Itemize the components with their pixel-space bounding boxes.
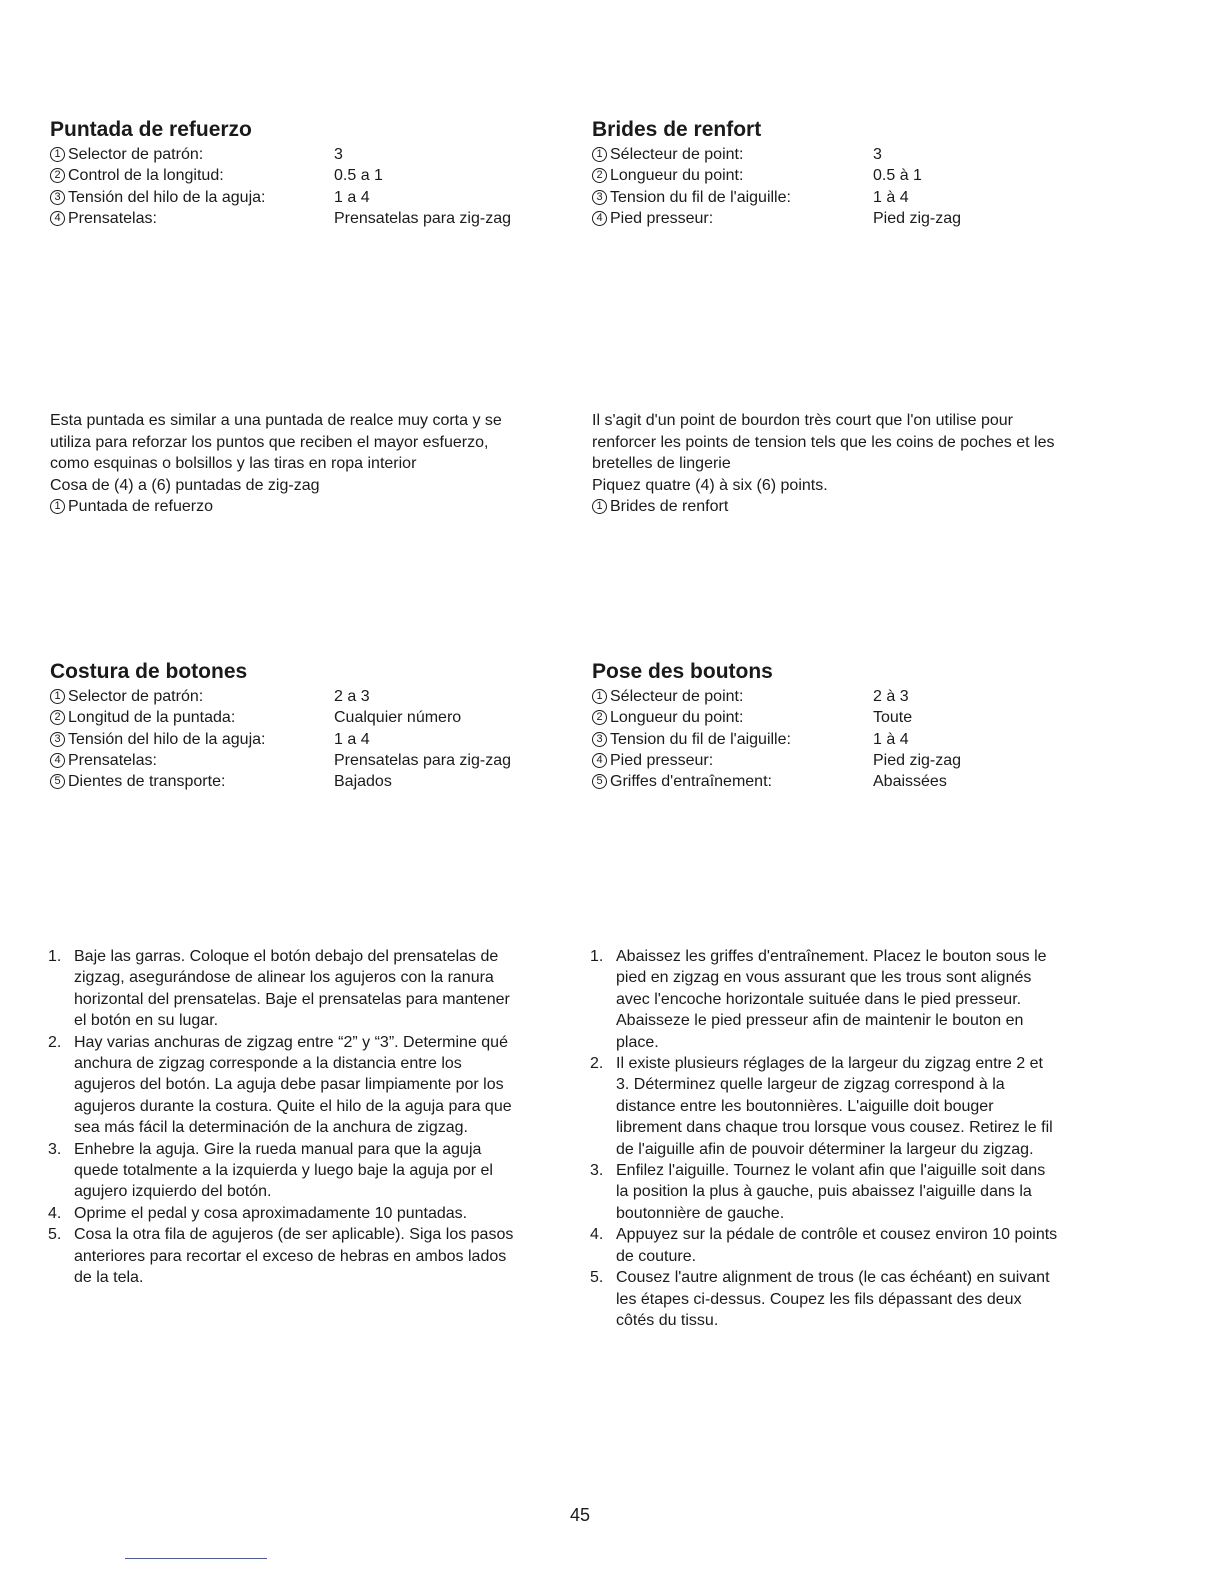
step-number: 3. [48, 1140, 62, 1158]
circled-number-icon: 1 [592, 499, 607, 514]
step-line: librement dans chaque trou lorsque vous cousez. Retirez le fil [616, 1119, 1053, 1137]
setting-label: Prensatelas: [68, 751, 157, 769]
setting-label: Longueur du point: [610, 167, 744, 185]
step-line: de l'aiguille afin de pouvoir déterminer la largeur du zigzag. [616, 1140, 1034, 1158]
circled-number-icon: 4 [50, 211, 65, 226]
step-line: Oprime el pedal y cosa aproximadamente 10 puntadas. [74, 1204, 468, 1222]
step-line: Appuyez sur la pédale de contrôle et cousez environ 10 points [616, 1226, 1058, 1244]
es-buttons-steps [48, 946, 578, 1289]
paragraph-line: Esta puntada es similar a una puntada de realce muy corta y se [50, 412, 502, 429]
setting-label: Pied presseur: [610, 209, 714, 227]
paragraph-line: utiliza para reforzar los puntos que reciben el mayor esfuerzo, [50, 433, 489, 451]
circled-number-icon: 1 [50, 499, 65, 514]
setting-row [592, 165, 961, 186]
circled-number-icon: 3 [592, 190, 607, 205]
paragraph-line: bretelles de lingerie [592, 455, 731, 472]
paragraph-line: como esquinas o bolsillos y las tiras en ropa interior [50, 455, 417, 472]
circled-number-icon: 2 [592, 710, 607, 725]
setting-value: 1 à 4 [873, 188, 909, 206]
fr-buttons-title: Pose des boutons [592, 660, 773, 683]
step-line: sea más fácil la determinación de la anchura de zigzag. [74, 1119, 468, 1137]
figure-reference-label: Puntada de refuerzo [68, 498, 213, 515]
setting-label: Selector de patrón: [68, 146, 204, 163]
setting-label: Tensión del hilo de la aguja: [68, 730, 266, 748]
setting-row [50, 750, 511, 771]
circled-number-icon: 2 [50, 710, 65, 725]
circled-number-icon: 3 [592, 732, 607, 747]
step-line: Hay varias anchuras de zigzag entre “2” y “3”. Determine qué [74, 1033, 508, 1051]
step-line: Enfilez l'aiguille. Tournez le volant afin que l'aiguille soit dans [616, 1162, 1046, 1180]
step-line: Baje las garras. Coloque el botón debajo del prensatelas de [74, 948, 499, 965]
step-line: agujero izquierdo del botón. [74, 1183, 272, 1201]
list-item [48, 1203, 578, 1224]
step-line: el botón en su lugar. [74, 1012, 219, 1030]
step-number: 1. [48, 948, 62, 965]
setting-label: Griffes d'entraînement: [610, 773, 772, 791]
step-line: de la tela. [74, 1269, 144, 1287]
step-line: de couture. [616, 1247, 697, 1265]
circled-number-icon: 2 [50, 168, 65, 183]
setting-row [50, 144, 511, 165]
setting-value: 1 a 4 [334, 730, 370, 748]
step-line: anchura de zigzag corresponde a la distancia entre los [74, 1055, 462, 1073]
fr-reinforce-title: Brides de renfort [592, 118, 762, 141]
circled-number-icon: 4 [592, 753, 607, 768]
setting-label: Tensión del hilo de la aguja: [68, 188, 266, 206]
step-line: Cousez l'autre alignment de trous (le cas échéant) en suivant [616, 1269, 1050, 1287]
circled-number-icon: 4 [50, 753, 65, 768]
figure-reference [592, 496, 1055, 518]
setting-value: Toute [873, 709, 913, 727]
circled-number-icon: 1 [592, 689, 607, 704]
step-line: distance entre les boutonnières. L'aiguille doit bouger [616, 1097, 994, 1115]
step-line: agujeros durante la costura. Quite el hilo de la aguja para que [74, 1097, 512, 1115]
setting-row [592, 750, 961, 771]
step-number: 2. [590, 1055, 604, 1073]
step-number: 2. [48, 1033, 62, 1051]
setting-value: 2 à 3 [873, 688, 909, 705]
step-line: anteriores para recortar el exceso de hebras en ambos lados [74, 1247, 507, 1265]
setting-row [592, 729, 961, 750]
setting-value: Pied zig-zag [873, 209, 962, 227]
list-item [590, 1053, 1120, 1160]
step-line: Abaissez les griffes d'entraînement. Placez le bouton sous le [616, 948, 1047, 965]
setting-row [50, 208, 511, 229]
circled-number-icon: 1 [592, 147, 607, 162]
step-line: agujeros del botón. La aguja debe pasar limpiamente por los [74, 1076, 504, 1094]
fr-buttons-settings [592, 660, 961, 792]
setting-value: 2 a 3 [334, 688, 370, 705]
setting-row [592, 187, 961, 208]
list-item [48, 1139, 578, 1203]
setting-value: 0.5 a 1 [334, 167, 383, 185]
step-line: place. [616, 1033, 659, 1051]
circled-number-icon: 1 [50, 689, 65, 704]
step-number: 4. [590, 1226, 604, 1244]
setting-row [50, 187, 511, 208]
step-number: 4. [48, 1204, 62, 1222]
setting-row [50, 729, 511, 750]
setting-value: 1 a 4 [334, 188, 370, 206]
paragraph-line: renforcer les points de tension tels que les coins de poches et les [592, 433, 1055, 451]
step-number: 5. [590, 1269, 604, 1287]
setting-row [592, 208, 961, 229]
setting-value: 0.5 à 1 [873, 167, 922, 185]
list-item [48, 1224, 578, 1288]
setting-row [50, 771, 511, 792]
step-line: quede totalmente a la izquierda y luego baje la aguja por el [74, 1162, 493, 1180]
list-item [590, 1160, 1120, 1224]
step-line: la position la plus à gauche, puis abaissez l'aiguille dans la [616, 1183, 1032, 1201]
setting-value: Pied zig-zag [873, 751, 962, 769]
setting-value: 3 [873, 146, 882, 163]
es-buttons-title: Costura de botones [50, 660, 248, 683]
setting-label: Sélecteur de point: [610, 688, 744, 705]
setting-label: Longitud de la puntada: [68, 709, 236, 727]
step-line: Enhebre la aguja. Gire la rueda manual para que la aguja [74, 1140, 482, 1158]
setting-label: Pied presseur: [610, 751, 714, 769]
setting-row [592, 686, 961, 707]
circled-number-icon: 2 [592, 168, 607, 183]
setting-label: Prensatelas: [68, 209, 157, 227]
figure-reference [50, 496, 502, 518]
setting-value: Prensatelas para zig-zag [334, 751, 511, 769]
setting-row [592, 144, 961, 165]
list-item [590, 1267, 1120, 1331]
step-number: 5. [48, 1226, 62, 1244]
setting-row [50, 165, 511, 186]
footer-divider [125, 1558, 267, 1559]
paragraph-line: Il s'agit d'un point de bourdon très court que l'on utilise pour [592, 412, 1013, 429]
step-line: côtés du tissu. [616, 1311, 719, 1329]
step-line: boutonnière de gauche. [616, 1204, 785, 1222]
setting-row [50, 686, 511, 707]
setting-value: Prensatelas para zig-zag [334, 209, 511, 227]
circled-number-icon: 1 [50, 147, 65, 162]
step-line: les étapes ci-dessus. Coupez les fils dépassant des deux [616, 1290, 1022, 1308]
step-line: avec l'encoche horizontale suituée dans le pied presseur. [616, 990, 1022, 1008]
step-line: pied en zigzag en vous assurant que les trous sont alignés [616, 969, 1032, 987]
setting-label: Tension du fil de l'aiguille: [610, 730, 791, 748]
paragraph-line: Piquez quatre (4) à six (6) points. [592, 476, 828, 494]
circled-number-icon: 3 [50, 732, 65, 747]
paragraph-line: Cosa de (4) a (6) puntadas de zig-zag [50, 476, 320, 494]
setting-row [50, 707, 511, 728]
circled-number-icon: 3 [50, 190, 65, 205]
es-reinforce-settings [50, 118, 511, 229]
page-number: 45 [569, 1505, 591, 1525]
setting-label: Tension du fil de l'aiguille: [610, 188, 791, 206]
setting-label: Control de la longitud: [68, 167, 224, 185]
es-reinforce-description [50, 410, 502, 518]
list-item [590, 1224, 1120, 1267]
step-line: Il existe plusieurs réglages de la largeur du zigzag entre 2 et [616, 1055, 1043, 1073]
setting-row [592, 707, 961, 728]
list-item [48, 1032, 578, 1139]
step-line: Abaisseze le pied presseur afin de maintenir le bouton en [616, 1012, 1024, 1030]
fr-reinforce-description [592, 410, 1055, 518]
circled-number-icon: 5 [50, 774, 65, 789]
fr-reinforce-settings [592, 118, 961, 229]
circled-number-icon: 4 [592, 211, 607, 226]
circled-number-icon: 5 [592, 774, 607, 789]
setting-value: 1 à 4 [873, 730, 909, 748]
step-line: Cosa la otra fila de agujeros (de ser aplicable). Siga los pasos [74, 1226, 514, 1244]
step-line: horizontal del prensatelas. Baje el prensatelas para mantener [74, 990, 510, 1008]
setting-label: Sélecteur de point: [610, 146, 744, 163]
step-line: 3. Déterminez quelle largeur de zigzag correspond à la [616, 1076, 1005, 1094]
es-buttons-settings [50, 660, 511, 792]
setting-value: Abaissées [873, 773, 947, 791]
step-line: zigzag, asegurándose de alinear los agujeros con la ranura [74, 969, 494, 987]
list-item [590, 946, 1120, 1053]
list-item [48, 946, 578, 1032]
es-reinforce-title: Puntada de refuerzo [50, 118, 252, 141]
step-number: 3. [590, 1162, 604, 1180]
figure-reference-label: Brides de renfort [610, 498, 729, 515]
setting-label: Longueur du point: [610, 709, 744, 727]
fr-buttons-steps [590, 946, 1120, 1331]
setting-value: 3 [334, 146, 343, 163]
setting-label: Selector de patrón: [68, 688, 204, 705]
setting-value: Cualquier número [334, 709, 462, 727]
setting-value: Bajados [334, 773, 392, 791]
step-number: 1. [590, 948, 604, 965]
setting-row [592, 771, 961, 792]
setting-label: Dientes de transporte: [68, 773, 226, 791]
